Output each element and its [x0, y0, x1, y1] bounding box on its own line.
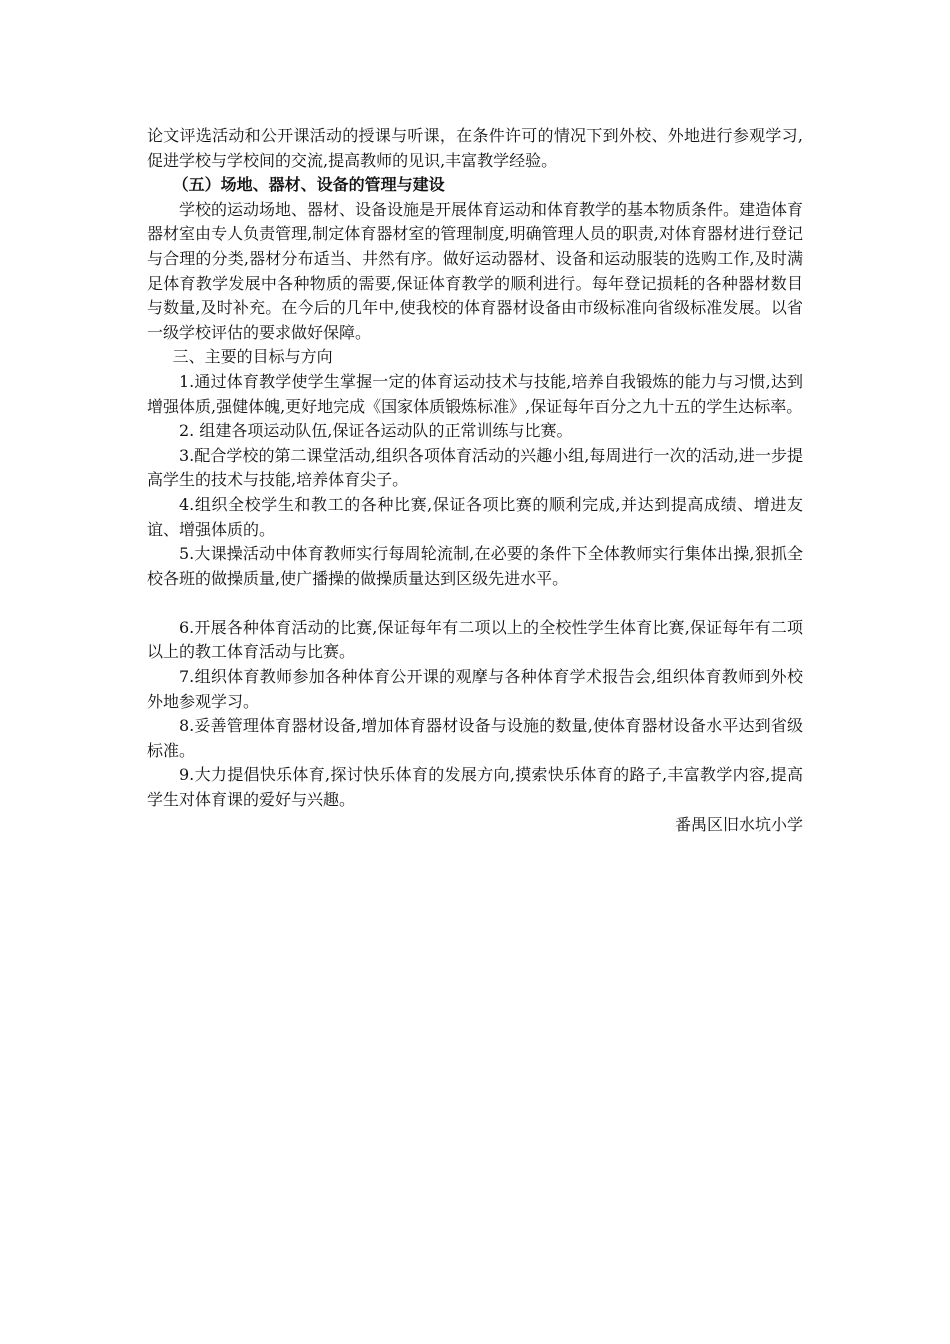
section-5-heading: （五）场地、器材、设备的管理与建设	[172, 175, 445, 195]
goal-6-paragraph: 6.开展各种体育活动的比赛,保证每年有二项以上的全校性学生体育比赛,保证每年有二项以上的教工体育活动与比赛。	[147, 617, 803, 662]
document-body	[147, 124, 803, 837]
goal-2-paragraph: 2. 组建各项运动队伍,保证各运动队的正常训练与比赛。	[179, 421, 573, 441]
goal-9-paragraph: 9.大力提倡快乐体育,探讨快乐体育的发展方向,摸索快乐体育的路子,丰富教学内容,提高学生对体育课的爱好与兴趣。	[147, 765, 803, 810]
goal-7-paragraph: 7.组织体育教师参加各种体育公开课的观摩与各种体育学术报告会,组织体育教师到外校外地参观学习。	[147, 667, 803, 711]
section-5-paragraph: 学校的运动场地、器材、设备设施是开展体育运动和体育教学的基本物质条件。建造体育器材室由专人负责管理,制定体育器材室的管理制度,明确管理人员的职责,对体育器材进行登记与合理的分类,器材分布适当、井然有序。做好运动器材、设备和运动服装的选购工作,及时满足体育教学发展中各种物质的需要,保证体育教学的顺利进行。每年登记损耗的各种器材数目与数量,及时补充。在今后的几年中,使我校的体育器材设备由市级标准向省级标准发展。以省一级学校评估的要求做好保障。	[147, 199, 804, 342]
part-3-heading: 三、主要的目标与方向	[172, 347, 333, 367]
goal-8-paragraph: 8.妥善管理体育器材设备,增加体育器材设备与设施的数量,使体育器材设备水平达到省级标准。	[147, 716, 803, 760]
blank-line	[147, 591, 803, 616]
goal-3-paragraph: 3.配合学校的第二课堂活动,组织各项体育活动的兴趣小组,每周进行一次的活动,进一步提高学生的技术与技能,培养体育尖子。	[147, 445, 803, 490]
goal-4-paragraph: 4.组织全校学生和教工的各种比赛,保证各项比赛的顺利完成,并达到提高成绩、增进友谊、增强体质的。	[147, 494, 803, 539]
intro-continuation-paragraph: 论文评选活动和公开课活动的授课与听课，在条件许可的情况下到外校、外地进行参观学习,促进学校与学校间的交流,提高教师的见识,丰富教学经验。	[147, 126, 803, 170]
goal-1-paragraph: 1.通过体育教学使学生掌握一定的体育运动技术与技能,培养自我锻炼的能力与习惯,达到增强体质,强健体魄,更好地完成《国家体质锻炼标准》,保证每年百分之九十五的学生达标率。	[147, 371, 803, 416]
goal-5-paragraph: 5.大课操活动中体育教师实行每周轮流制,在必要的条件下全体教师实行集体出操,狠抓全校各班的做操质量,使广播操的做操质量达到区级先进水平。	[147, 544, 803, 588]
school-signature: 番禺区旧水坑小学	[674, 814, 803, 834]
